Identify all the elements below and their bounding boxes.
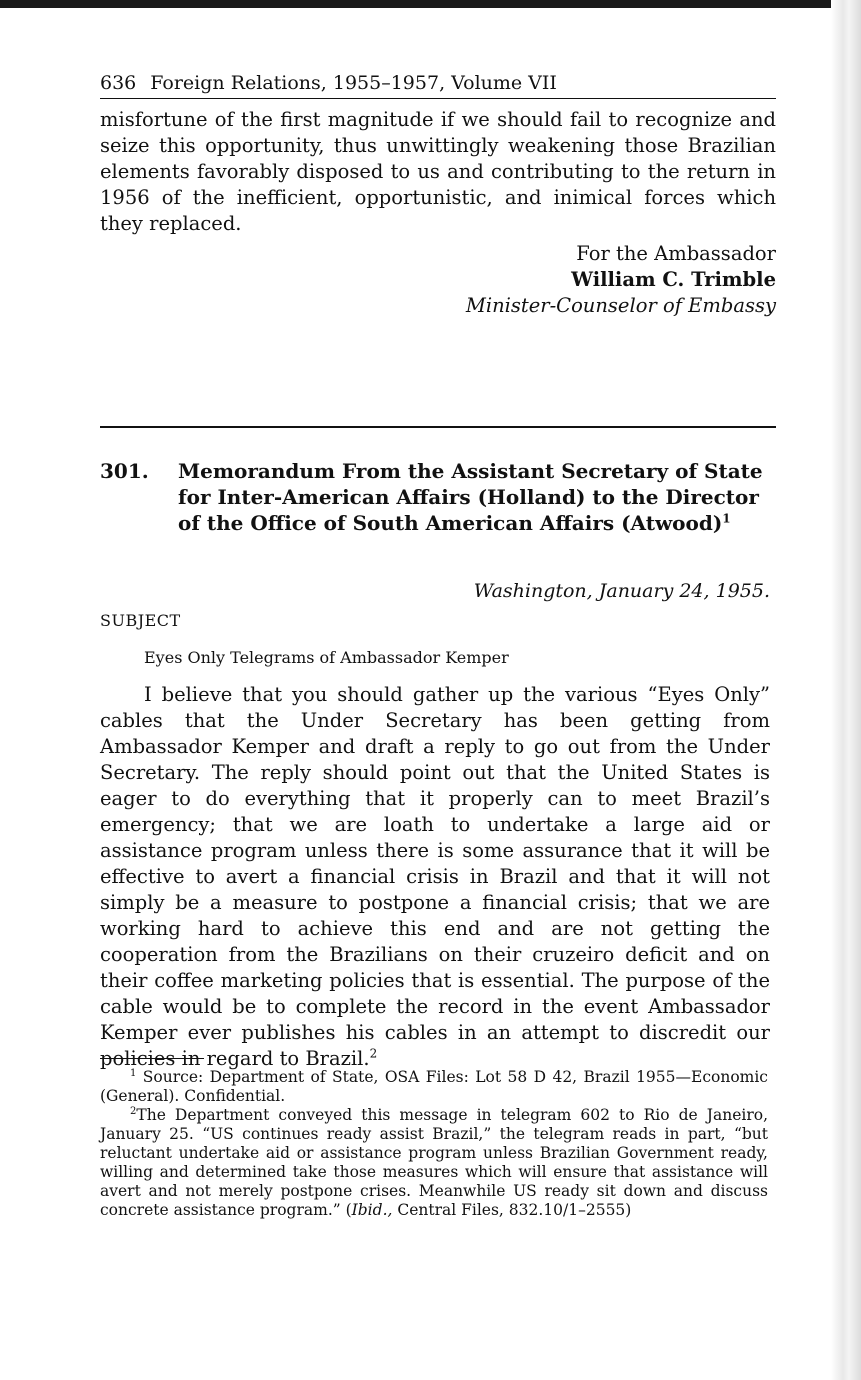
signer-name: William C. Trimble: [571, 268, 776, 291]
dateline: Washington, January 24, 1955.: [473, 580, 770, 602]
subject-text: Eyes Only Telegrams of Ambassador Kemper: [144, 648, 509, 667]
footnote-1-marker: 1: [130, 1067, 137, 1079]
continuation-paragraph: misfortune of the first magnitude if we should fail to recognize and seize this opportunity, thus unwittingly weakening those Brazilian elements favorably disposed to us and contributing to the return in 1956 of the inefficient, opportunistic, and inimical forces which they replaced.: [100, 108, 776, 235]
footnote-1: [100, 1068, 768, 1106]
page-number: 636: [100, 72, 137, 94]
running-head: [100, 70, 776, 99]
scan-top-border: [0, 0, 861, 8]
title-footnote-marker: 1: [722, 511, 731, 526]
section-divider: [100, 426, 776, 428]
signature-block: [100, 241, 776, 319]
document-title: [178, 458, 776, 536]
document-number: 301.: [100, 459, 149, 483]
document-page: [100, 70, 776, 1219]
document-heading: [100, 458, 776, 536]
document-title-text: Memorandum From the Assistant Secretary of State for Inter-American Affairs (Holland) to the Director of the Office of South American Affairs (Atwood): [178, 459, 763, 535]
memo-body-text: I believe that you should gather up the various “Eyes Only” cables that the Under Secretary has been getting from Ambassador Kemper and draft a reply to go out from the Under Secretary. The reply should point out that the United States is eager to do everything that it properly can to meet Brazil’s emergency; that we are loath to undertake a large aid or assistance program unless there is some assurance that it will be effective to avert a financial crisis in Brazil and that it will not simply be a measure to postpone a financial crisis; that we are working hard to achieve this end and are not getting the cooperation from the Brazilians on their cruzeiro deficit and on their coffee marketing policies that is essential. The purpose of the cable would be to complete the record in the event Ambassador Kemper ever publishes his cables in an attempt to discredit our policies in regard to Brazil.: [100, 683, 770, 1070]
footnote-2-citation: Central Files, 832.10/1–2555): [392, 1201, 632, 1219]
footnote-1-text: Source: Department of State, OSA Files: Lot 58 D 42, Brazil 1955—Economic (General). Confidential.: [100, 1068, 768, 1105]
signer-title: Minister-Counselor of Embassy: [465, 294, 776, 317]
scan-page-edge: [831, 0, 861, 1380]
footnote-2-marker: 2: [130, 1105, 137, 1117]
footnote-2-ibid: Ibid.,: [351, 1201, 393, 1219]
signature-line: For the Ambassador: [576, 242, 776, 265]
memo-body: [100, 682, 770, 1072]
body-footnote-marker: 2: [369, 1046, 378, 1061]
footnote-2: [100, 1106, 768, 1220]
footnote-rule: [100, 1058, 204, 1059]
footnote-2-text: The Department conveyed this message in telegram 602 to Rio de Janeiro, January 25. “US continues ready assist Brazil,” the telegram reads in part, “but reluctant undertake aid or assistance program unless Brazilian Government ready, willing and determined take those measures which will ensure that assistance will avert and not merely postpone crises. Meanwhile US ready sit down and discuss concrete assistance program.” (: [100, 1106, 768, 1219]
footnotes: [100, 1068, 768, 1220]
book-title: Foreign Relations, 1955–1957, Volume VII: [150, 72, 557, 94]
subject-label: SUBJECT: [100, 611, 181, 630]
